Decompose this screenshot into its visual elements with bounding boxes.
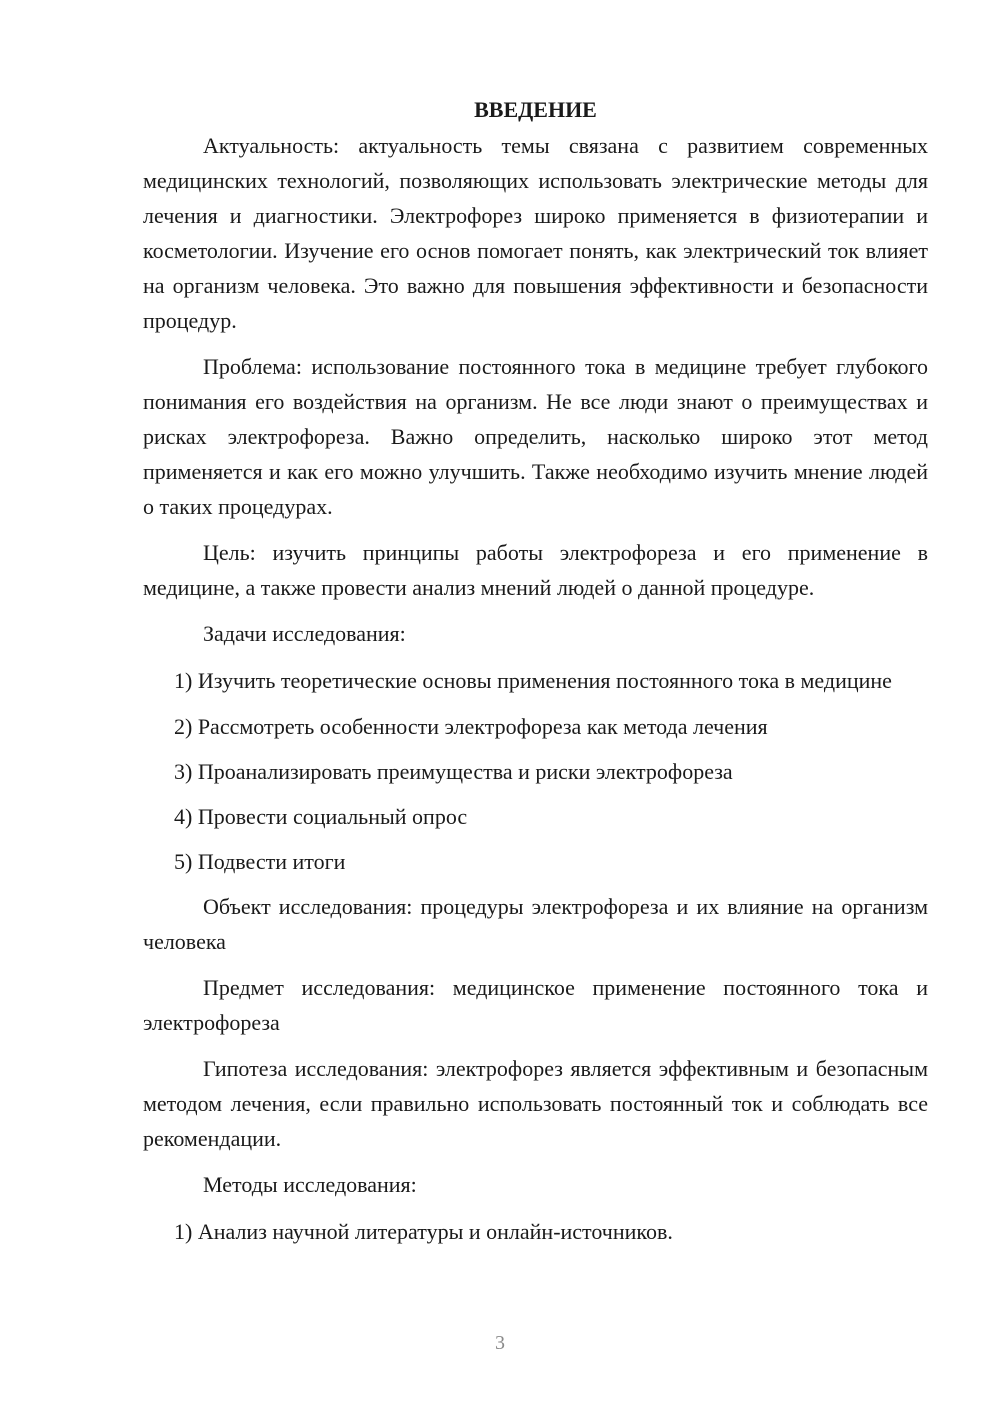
paragraph-object: Объект исследования: процедуры электрофореза и их влияние на организм человека <box>143 894 928 954</box>
tasks-heading: Задачи исследования: <box>203 621 406 646</box>
paragraph-hypothesis: Гипотеза исследования: электрофорез является эффективным и безопасным методом лечения, если правильно использовать постоянный ток и соблюдать все рекомендации. <box>143 1056 928 1151</box>
paragraph-relevance: Актуальность: актуальность темы связана с развитием современных медицинских технологий, позволяющих использовать электрические методы для лечения и диагностики. Электрофорез широко применяется в физиотерапии и косметологии. Изучение его основ помогает понять, как электрический ток влияет на организм человека. Это важно для повышения эффективности и безопасности процедур. <box>143 133 928 333</box>
page-number: 3 <box>495 1332 505 1354</box>
task-item-3: 3) Проанализировать преимущества и риски электрофореза <box>174 759 733 784</box>
paragraph-goal: Цель: изучить принципы работы электрофореза и его применение в медицине, а также провести анализ мнений людей о данной процедуре. <box>143 540 928 600</box>
paragraph-problem: Проблема: использование постоянного тока в медицине требует глубокого понимания его воздействия на организм. Не все люди знают о преимуществах и рисках электрофореза. Важно определить, насколько широко этот метод применяется и как его можно улучшить. Также необходимо изучить мнение людей о таких процедурах. <box>143 354 928 519</box>
task-item-4: 4) Провести социальный опрос <box>174 804 468 829</box>
page-title: ВВЕДЕНИЕ <box>474 97 597 122</box>
task-item-1: 1) Изучить теоретические основы применения постоянного тока в медицине <box>174 668 892 693</box>
methods-heading: Методы исследования: <box>203 1172 417 1197</box>
method-item-1: 1) Анализ научной литературы и онлайн-источников. <box>174 1219 673 1244</box>
paragraph-subject: Предмет исследования: медицинское применение постоянного тока и электрофореза <box>143 975 928 1035</box>
task-item-5: 5) Подвести итоги <box>174 849 346 874</box>
task-item-2: 2) Рассмотреть особенности электрофореза как метода лечения <box>174 714 768 739</box>
page-content <box>143 92 928 1259</box>
